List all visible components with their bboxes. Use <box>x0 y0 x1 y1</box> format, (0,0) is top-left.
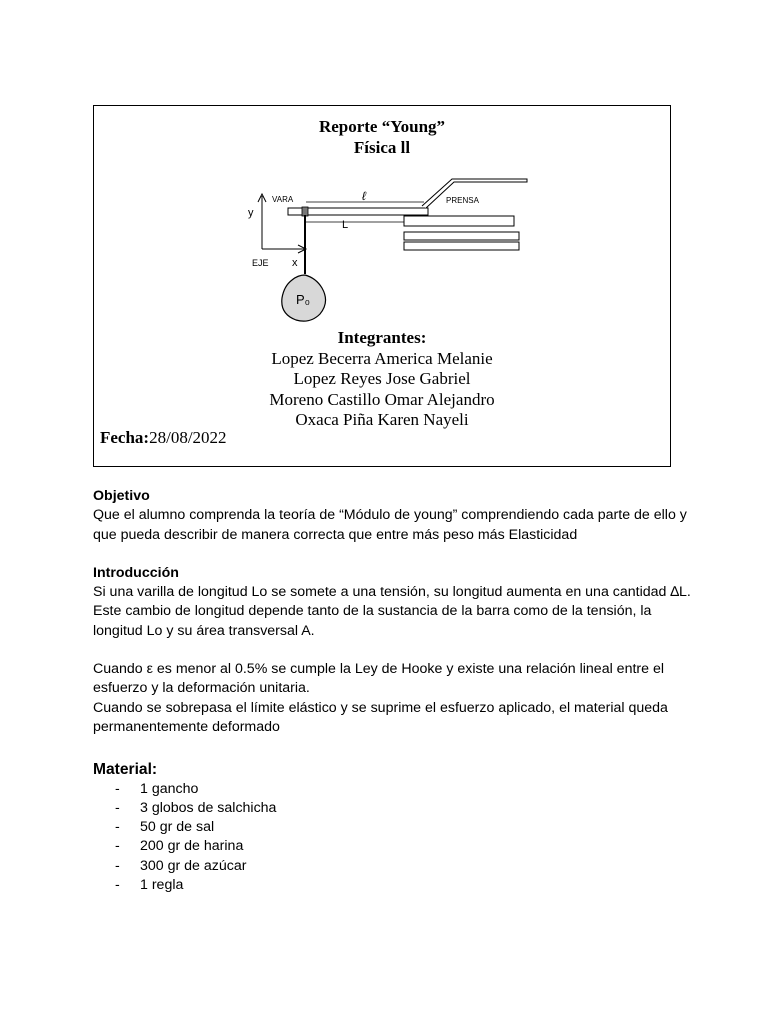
label-x: x <box>292 257 298 269</box>
list-item: - 3 globos de salchicha <box>115 799 277 816</box>
date-value: 28/08/2022 <box>149 428 227 447</box>
list-item: - 1 gancho <box>115 780 199 797</box>
list-item: - 300 gr de azúcar <box>115 857 247 874</box>
list-item: - 1 regla <box>115 877 184 894</box>
label-l-small: ℓ <box>362 189 366 203</box>
rod-end <box>302 207 308 216</box>
press-block-3 <box>404 242 519 250</box>
member-name: Oxaca Piña Karen Nayeli <box>295 410 469 429</box>
member-name: Moreno Castillo Omar Alejandro <box>269 389 495 409</box>
date-line <box>100 428 227 448</box>
objetivo-heading: Objetivo <box>93 488 150 504</box>
introduccion-para-1: Si una varilla de longitud Lo se somete a una tensión, su longitud aumenta en una cantidad ∆L. Este cambio de longitud depende tanto de la sustancia de la barra como de la tensión, la longitud Lo y su área transversal A. <box>93 584 691 639</box>
course-title: Física ll <box>353 138 411 157</box>
young-diagram <box>244 174 529 324</box>
member-name: Lopez Reyes Jose Gabriel <box>293 369 471 388</box>
label-weight: P₀ <box>296 292 311 307</box>
list-item: - 200 gr de harina <box>115 838 244 855</box>
report-body <box>93 487 693 895</box>
rod <box>288 208 428 215</box>
label-vara: VARA <box>272 195 294 204</box>
label-prensa: PRENSA <box>446 196 479 205</box>
objetivo-text: Que el alumno comprenda la teoría de “Módulo de young” comprendiendo cada parte de ello y que pueda describir de manera correcta que entre más peso más Elasticidad <box>93 507 687 543</box>
press-block-2 <box>404 232 519 240</box>
press-block-1 <box>404 216 514 226</box>
label-eje: EJE <box>252 258 269 268</box>
list-item: - 50 gr de sal <box>115 819 215 836</box>
date-label: Fecha: <box>100 428 150 447</box>
cover-box <box>93 105 671 467</box>
members-block <box>94 328 670 431</box>
introduccion-para-3: Cuando se sobrepasa el límite elástico y se suprime el esfuerzo aplicado, el material queda permanentemente deformado <box>93 699 668 735</box>
cover-title <box>94 116 670 158</box>
introduccion-para-2: Cuando ε es menor al 0.5% se cumple la Ley de Hooke y existe una relación lineal entre el esfuerzo y la deformación unitaria. <box>93 661 664 697</box>
label-L: L <box>342 219 349 231</box>
members-heading: Integrantes: <box>337 328 427 347</box>
introduccion-heading: Introducción <box>93 564 179 581</box>
material-heading: Material: <box>93 761 158 779</box>
member-name: Lopez Becerra America Melanie <box>271 348 493 368</box>
report-title: Reporte “Young” <box>318 117 446 136</box>
material-list <box>93 780 693 896</box>
label-y: y <box>248 207 254 219</box>
